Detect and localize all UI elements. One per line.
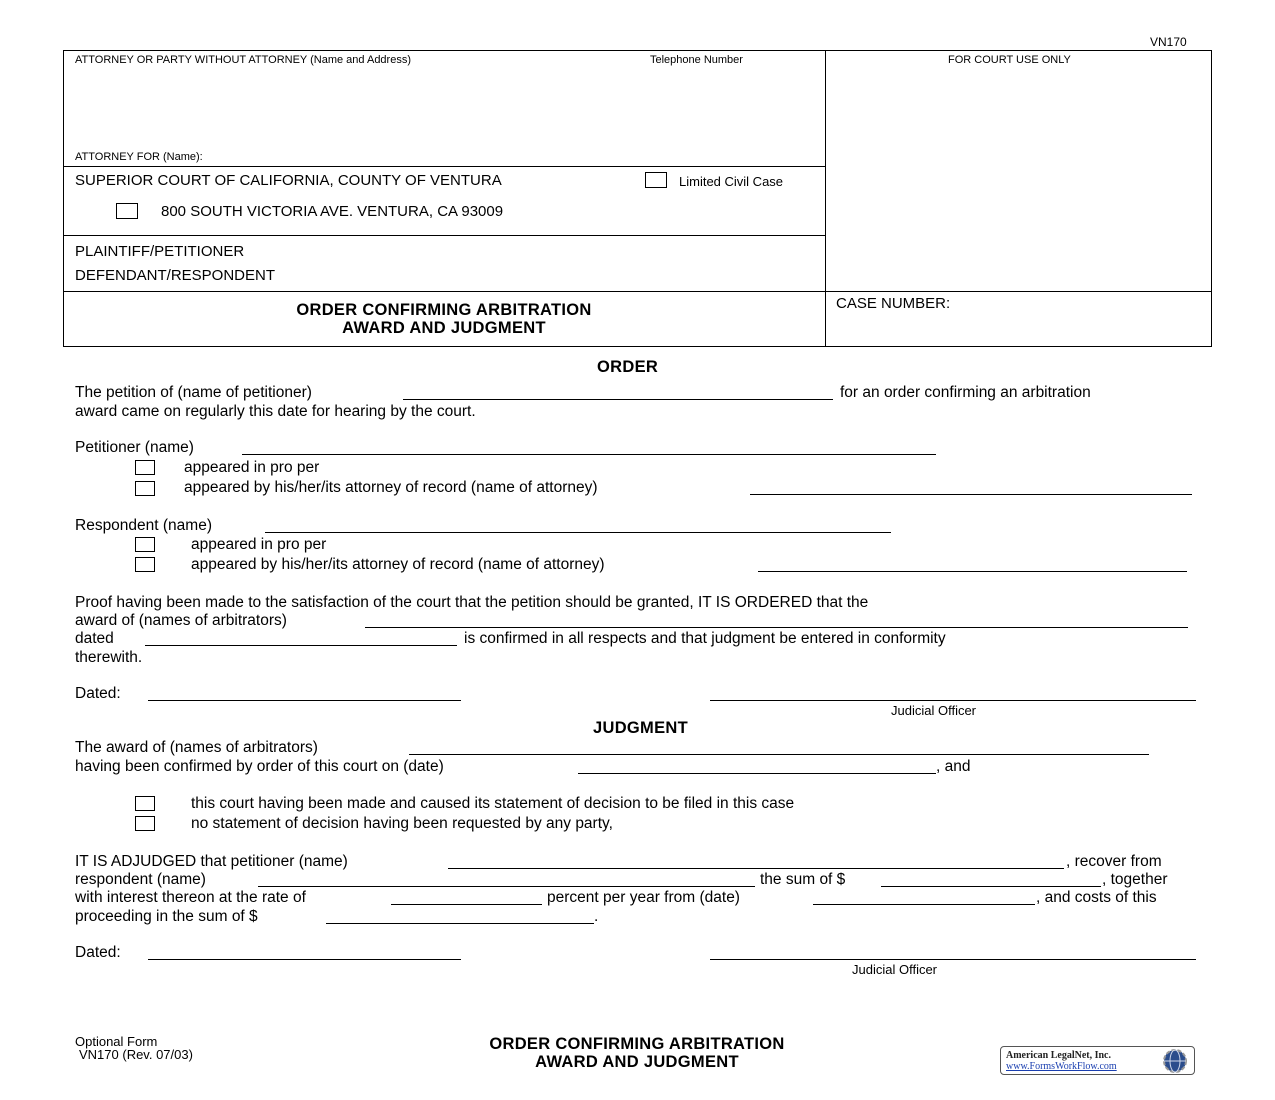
order-dated-line[interactable] — [148, 685, 461, 701]
award-arbitrators-line[interactable] — [409, 739, 1149, 755]
caption-divider — [825, 50, 826, 347]
american-legalnet-logo[interactable] — [1000, 1046, 1195, 1075]
confirmed-tail: , and — [936, 758, 971, 775]
caption-title-1: ORDER CONFIRMING ARBITRATION — [296, 301, 592, 319]
telephone-label: Telephone Number — [650, 54, 743, 66]
caption-rule-2 — [63, 235, 825, 236]
order-judicial-officer: Judicial Officer — [891, 703, 977, 718]
respondent-name-label: respondent (name) — [75, 871, 206, 888]
rate-line[interactable] — [391, 889, 542, 905]
footer-rev: VN170 (Rev. 07/03) — [79, 1047, 193, 1062]
adjudged-petitioner-line[interactable] — [448, 853, 1064, 869]
confirmed-date-line[interactable] — [578, 758, 936, 774]
petition-lead: The petition of (name of petitioner) — [75, 384, 312, 401]
statement-label: this court having been made and caused its statement of decision to be filed in this case — [191, 795, 795, 812]
interest-lead: with interest thereon at the rate of — [75, 889, 306, 906]
pet-attorney-checkbox[interactable] — [135, 481, 155, 496]
interest-date-line[interactable] — [813, 889, 1035, 905]
award-label: The award of (names of arbitrators) — [75, 739, 318, 756]
pet-pro-per-checkbox[interactable] — [135, 460, 155, 475]
statement-checkbox[interactable] — [135, 796, 155, 811]
resp-attorney-line[interactable] — [758, 556, 1187, 572]
adjudged-lead: IT IS ADJUDGED that petitioner (name) — [75, 853, 348, 870]
proof-line2: award of (names of arbitrators) — [75, 612, 287, 629]
pet-pro-per-label: appeared in pro per — [184, 459, 320, 476]
arbitrators-line[interactable] — [365, 612, 1188, 628]
case-number-label: CASE NUMBER: — [836, 295, 951, 312]
judgment-judicial-officer: Judicial Officer — [852, 962, 938, 977]
footer-title-2: AWARD AND JUDGMENT — [535, 1053, 739, 1071]
limited-civil-label: Limited Civil Case — [679, 174, 784, 189]
proceeding-label: proceeding in the sum of $ — [75, 908, 258, 925]
footer-optional-form: Optional Form — [75, 1034, 158, 1049]
together-label: , together — [1102, 871, 1168, 888]
plaintiff-label: PLAINTIFF/PETITIONER — [75, 243, 245, 260]
caption-rule-3 — [63, 291, 1212, 292]
percent-label: percent per year from (date) — [547, 889, 740, 906]
attorney-for-label: ATTORNEY FOR (Name): — [75, 151, 203, 163]
proof-line4: therewith. — [75, 649, 143, 666]
resp-attorney-checkbox[interactable] — [135, 557, 155, 572]
costs-line[interactable] — [326, 908, 594, 924]
judgment-dated-line[interactable] — [148, 944, 461, 960]
judgment-signature-line[interactable] — [710, 944, 1196, 960]
period: . — [594, 908, 599, 925]
logo-url[interactable]: www.FormsWorkFlow.com — [1006, 1061, 1117, 1072]
recover-from: , recover from — [1066, 853, 1162, 870]
petitioner-line[interactable] — [242, 439, 936, 455]
costs-label: , and costs of this — [1036, 889, 1157, 906]
attorney-label: ATTORNEY OR PARTY WITHOUT ATTORNEY (Name and Address) — [75, 54, 411, 66]
limited-civil-checkbox[interactable] — [645, 172, 667, 188]
footer-title-1: ORDER CONFIRMING ARBITRATION — [489, 1035, 785, 1053]
form-id: VN170 — [1150, 35, 1187, 49]
resp-attorney-label: appeared by his/her/its attorney of record (name of attorney) — [191, 556, 605, 573]
sum-line[interactable] — [881, 871, 1101, 887]
proof-line1: Proof having been made to the satisfaction of the court that the petition should be granted, IT IS ORDERED that the — [75, 594, 869, 611]
pet-attorney-label: appeared by his/her/its attorney of record (name of attorney) — [184, 479, 598, 496]
petition-tail: for an order confirming an arbitration — [840, 384, 1091, 401]
proof-confirmed: is confirmed in all respects and that judgment be entered in conformity — [464, 630, 946, 647]
petition-line2: award came on regularly this date for hearing by the court. — [75, 403, 476, 420]
no-statement-label: no statement of decision having been requested by any party, — [191, 815, 613, 832]
proof-dated: dated — [75, 630, 114, 647]
order-heading: ORDER — [597, 358, 659, 376]
court-name: SUPERIOR COURT OF CALIFORNIA, COUNTY OF VENTURA — [75, 172, 502, 189]
logo-name: American LegalNet, Inc. — [1006, 1050, 1111, 1061]
caption-title-2: AWARD AND JUDGMENT — [342, 319, 546, 337]
respondent-label: Respondent (name) — [75, 517, 212, 534]
defendant-label: DEFENDANT/RESPONDENT — [75, 267, 276, 284]
globe-icon — [1160, 1048, 1190, 1074]
court-use-label: FOR COURT USE ONLY — [948, 54, 1071, 66]
court-address: 800 SOUTH VICTORIA AVE. VENTURA, CA 93009 — [161, 203, 504, 220]
court-address-checkbox[interactable] — [116, 203, 138, 219]
order-signature-line[interactable] — [710, 685, 1196, 701]
resp-pro-per-label: appeared in pro per — [191, 536, 327, 553]
resp-pro-per-checkbox[interactable] — [135, 537, 155, 552]
judgment-heading: JUDGMENT — [593, 719, 688, 737]
pet-attorney-line[interactable] — [750, 479, 1192, 495]
petitioner-name-line[interactable] — [403, 384, 833, 400]
petitioner-label: Petitioner (name) — [75, 439, 194, 456]
respondent-line[interactable] — [265, 517, 891, 533]
order-dated-label: Dated: — [75, 685, 121, 702]
adjudged-respondent-line[interactable] — [258, 871, 755, 887]
award-date-line[interactable] — [145, 630, 457, 646]
confirmed-lead: having been confirmed by order of this court on (date) — [75, 758, 444, 775]
judgment-dated-label: Dated: — [75, 944, 121, 961]
sum-of-label: the sum of $ — [760, 871, 846, 888]
caption-rule-1 — [63, 166, 825, 167]
no-statement-checkbox[interactable] — [135, 816, 155, 831]
